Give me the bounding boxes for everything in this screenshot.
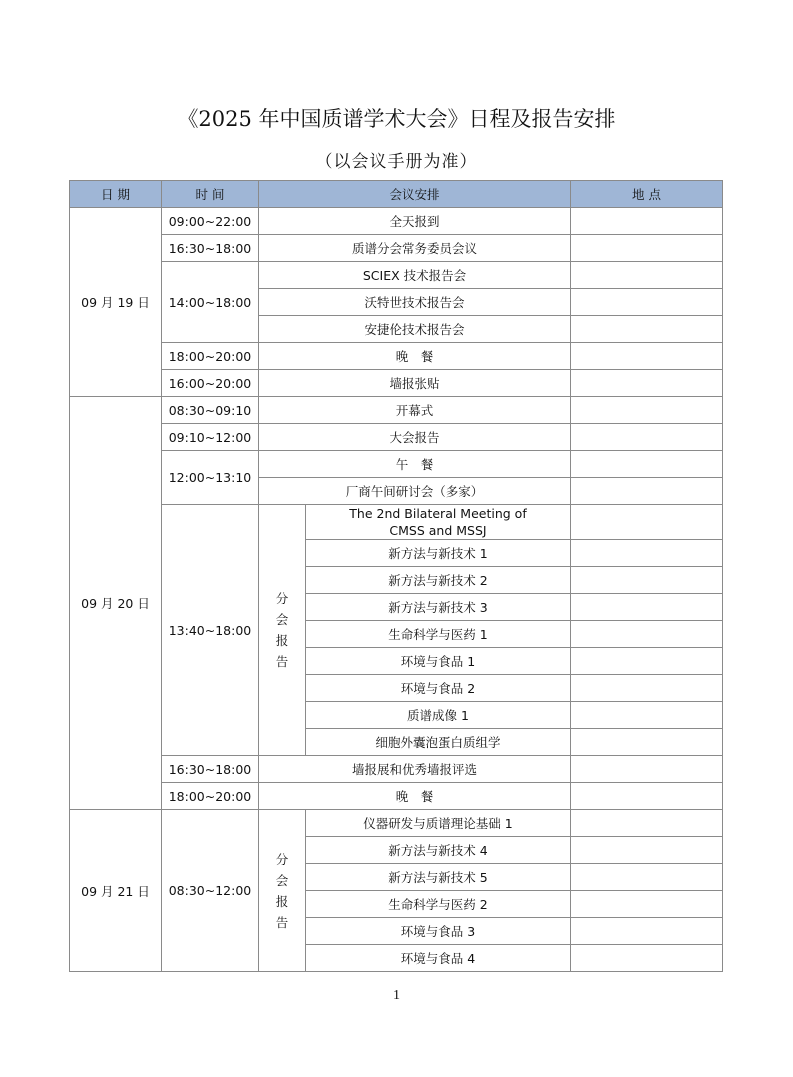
table-row [70,783,723,810]
date-cell: 09 月 20 日 [70,397,162,810]
table-row [70,505,723,540]
table-row [70,235,723,262]
agenda-cell: 新方法与新技术 5 [306,864,571,891]
time-cell: 18:00~20:00 [162,343,259,370]
agenda-cell: 安捷伦技术报告会 [259,316,571,343]
agenda-cell: 环境与食品 4 [306,945,571,972]
time-cell: 16:30~18:00 [162,235,259,262]
agenda-cell: 厂商午间研讨会（多家） [259,478,571,505]
venue-cell [571,235,723,262]
col-header-venue: 地 点 [571,181,723,208]
venue-cell [571,891,723,918]
venue-cell [571,648,723,675]
agenda-cell: 晚 餐 [259,783,571,810]
venue-cell [571,918,723,945]
venue-cell [571,675,723,702]
agenda-cell: 新方法与新技术 2 [306,567,571,594]
agenda-cell: 新方法与新技术 3 [306,594,571,621]
time-cell: 13:40~18:00 [162,505,259,756]
page-title: 《2025 年中国质谱学术大会》日程及报告安排 [177,107,616,131]
table-row [70,208,723,235]
col-header-time: 时 间 [162,181,259,208]
venue-cell [571,397,723,424]
venue-cell [571,594,723,621]
venue-cell [571,262,723,289]
time-cell: 16:30~18:00 [162,756,259,783]
agenda-cell: 晚 餐 [259,343,571,370]
schedule-table [69,180,723,972]
agenda-cell: 质谱分会常务委员会议 [259,235,571,262]
agenda-cell: 环境与食品 1 [306,648,571,675]
agenda-cell: 午 餐 [259,451,571,478]
agenda-cell: 生命科学与医药 1 [306,621,571,648]
venue-cell [571,729,723,756]
agenda-cell: 环境与食品 3 [306,918,571,945]
table-row [70,343,723,370]
agenda-cell: 墙报展和优秀墙报评选 [259,756,571,783]
table-row [70,370,723,397]
venue-cell [571,316,723,343]
session-group-label [259,810,306,972]
venue-cell [571,478,723,505]
venue-cell [571,540,723,567]
session-group-text: 分 会 报 告 [275,851,289,930]
time-cell: 09:00~22:00 [162,208,259,235]
agenda-cell: 沃特世技术报告会 [259,289,571,316]
agenda-cell: 开幕式 [259,397,571,424]
time-cell: 14:00~18:00 [162,262,259,343]
venue-cell [571,208,723,235]
page-subtitle: （以会议手册为准） [315,152,478,172]
agenda-cell: 生命科学与医药 2 [306,891,571,918]
table-row [70,424,723,451]
table-header-row [70,181,723,208]
venue-cell [571,837,723,864]
venue-cell [571,289,723,316]
agenda-cell: 环境与食品 2 [306,675,571,702]
table-row [70,810,723,837]
venue-cell [571,621,723,648]
venue-cell [571,370,723,397]
session-group-label [259,505,306,756]
table-row [70,262,723,289]
time-cell: 12:00~13:10 [162,451,259,505]
venue-cell [571,505,723,540]
venue-cell [571,810,723,837]
agenda-cell: The 2nd Bilateral Meeting of CMSS and MSSJ [306,505,571,540]
time-cell: 18:00~20:00 [162,783,259,810]
agenda-cell: 仪器研发与质谱理论基础 1 [306,810,571,837]
venue-cell [571,783,723,810]
venue-cell [571,343,723,370]
col-header-agenda: 会议安排 [259,181,571,208]
date-cell: 09 月 19 日 [70,208,162,397]
time-cell: 08:30~12:00 [162,810,259,972]
venue-cell [571,702,723,729]
session-group-text: 分 会 报 告 [275,591,289,669]
venue-cell [571,864,723,891]
agenda-cell: 细胞外囊泡蛋白质组学 [306,729,571,756]
time-cell: 16:00~20:00 [162,370,259,397]
table-row [70,451,723,478]
venue-cell [571,451,723,478]
agenda-cell: SCIEX 技术报告会 [259,262,571,289]
agenda-cell: 大会报告 [259,424,571,451]
table-row [70,756,723,783]
time-cell: 09:10~12:00 [162,424,259,451]
venue-cell [571,567,723,594]
agenda-cell: 新方法与新技术 4 [306,837,571,864]
venue-cell [571,424,723,451]
agenda-cell: 新方法与新技术 1 [306,540,571,567]
table-row [70,397,723,424]
agenda-cell: 全天报到 [259,208,571,235]
date-cell: 09 月 21 日 [70,810,162,972]
venue-cell [571,945,723,972]
agenda-cell: 墙报张贴 [259,370,571,397]
col-header-date: 日 期 [70,181,162,208]
page-number: 1 [393,988,400,1003]
venue-cell [571,756,723,783]
agenda-cell: 质谱成像 1 [306,702,571,729]
time-cell: 08:30~09:10 [162,397,259,424]
